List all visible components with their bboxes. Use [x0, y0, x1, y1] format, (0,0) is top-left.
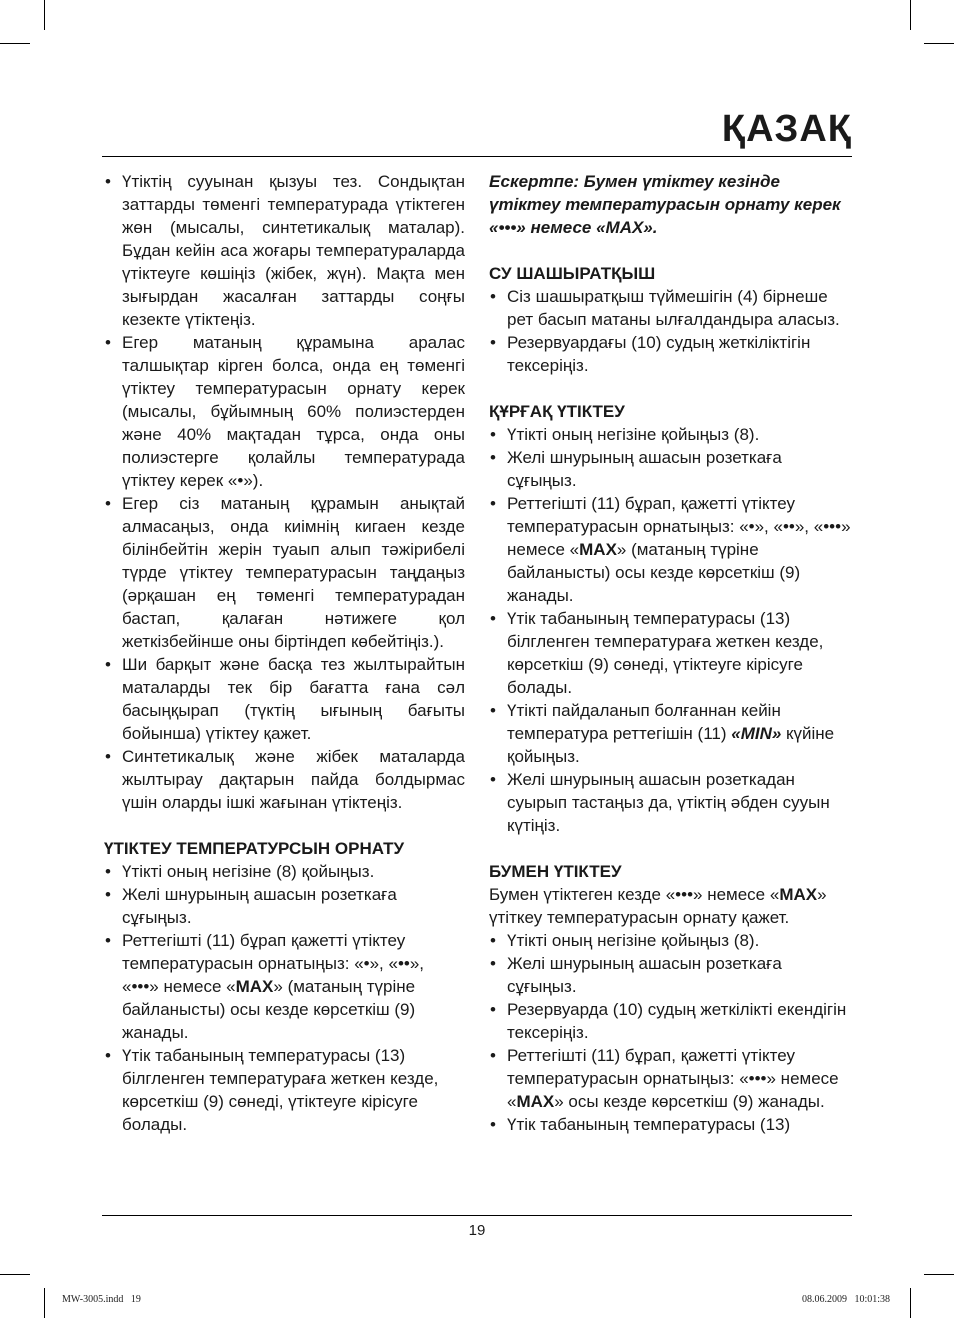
crop-mark-tl-h — [0, 43, 30, 44]
list-item: • Желі шнурының ашасын розеткадан суырып тастаңыз да, үтіктің әбден сууын күтіңіз. — [489, 768, 851, 837]
slug-filename: MW-3005.indd 19 — [62, 1294, 141, 1305]
list-item: • Үтікті оның негізіне қойыңыз (8). — [489, 929, 851, 952]
steam-intro — [489, 883, 851, 929]
list-item — [489, 492, 851, 607]
text-part: күйіне қойыңыз. — [507, 724, 835, 766]
list-item: • Үтік табанының температурасы (13) — [489, 1113, 851, 1136]
crop-mark-br-h — [924, 1274, 954, 1275]
page-number: 19 — [468, 1222, 486, 1239]
right-column — [489, 170, 851, 1136]
max-label: MAX — [516, 1092, 555, 1111]
list-item: • Үтікті оның негізіне қойыңыз (8). — [489, 423, 851, 446]
list-item: • Үтік табанының температурасы (13) білгленген температураға жеткен кезде, көрсеткіш (9) сөнеді, үтіктеуге кірісуге болады. — [489, 607, 851, 699]
list-item: • Үтік табанының температурасы (13) білгленген температураға жеткен кезде, көрсеткіш (9) сөнеді, үтіктеуге кірісуге болады. — [104, 1044, 465, 1136]
list-item: • Егер сіз матаның құрамын анықтай алмасаңыз, онда киімнің кигаен кезде білінбейтін жерін туаып алып тәжірибелі түрде үтіктеу температурасын таңдаңыз (әрқашан ең төменгі температурадан бастап, қалаған нәтижеге қол жеткізбейінше оны біртіндеп көбейтіңіз.). — [104, 492, 465, 653]
header-rule — [102, 156, 852, 157]
list-item: • Үтіктің сууынан қызуы тез. Сондықтан заттарды төменгі температурада үтіктеген жөн (мысалы, синтетикалық маталар). Бұдан кейін аса жоғары температураларда үтіктеуге көшіңіз (жібек, жүн). Мақта мен зығырдан жасалған заттарды соңғы кезекте үтіктеңіз. — [104, 170, 465, 331]
list-item: • Резервуардағы (10) судың жеткіліктігін тексеріңіз. — [489, 331, 851, 377]
text-part: Реттегішті (11) бұрап, қажетті үтіктеу температурасын орнатыңыз: «•», «••», «•••» немесе « — [507, 494, 851, 559]
max-label: MAX — [579, 540, 617, 559]
min-label: «MIN» — [731, 724, 782, 743]
list-item: • Ши барқыт және басқа тез жылтырайтын маталарды тек бір бағатта ғана сәл басыңқырап (түктің ығының бағыты бойынша) үтіктеу қажет. — [104, 653, 465, 745]
intro-bullet-list — [104, 170, 465, 814]
temperature-bullet-list — [104, 860, 465, 1136]
list-item: • Синтетикалық және жібек маталарда жылтырау дақтарын пайда болдырмас үшін оларды ішкі жағынан үтіктеңіз. — [104, 745, 465, 814]
steam-note: Ескертпе: Бумен үтіктеу кезінде үтіктеу температурасын орнату керек «•••» немесе «MAX». — [489, 172, 841, 237]
list-item — [104, 929, 465, 1044]
slug-timestamp: 08.06.2009 10:01:38 — [801, 1294, 890, 1305]
steam-ironing-bullet-list — [489, 929, 851, 1136]
text-part: » үтіткеу температурасын орнату қажет. — [489, 885, 827, 927]
footer-rule — [102, 1215, 852, 1216]
dry-ironing-bullet-list — [489, 423, 851, 837]
section-heading-dry-ironing: ҚҰРҒАҚ ҮТІКТЕУ — [489, 402, 625, 421]
crop-mark-bl-h — [0, 1274, 30, 1275]
list-item: • Желі шнурының ашасын розеткаға сұғыңыз. — [489, 446, 851, 492]
list-item: • Үтікті оның негізіне (8) қойыңыз. — [104, 860, 465, 883]
text-part: Реттегішті (11) бұрап, қажетті үтіктеу температурасын орнатыңыз: «•••» немесе « — [507, 1046, 839, 1111]
list-item: • Егер матаның құрамына аралас талшықтар кірген болса, онда ең төменгі үтіктеу температурасын орнату керек (мысалы, бұйымның 60% полиэстерден және 40% мақтадан тұрса, онда оны полиэстерге қолайлы температурада үтіктеу керек «•»). — [104, 331, 465, 492]
crop-mark-tl-v — [44, 0, 45, 30]
section-heading-temperature: ҮТІКТЕУ ТЕМПЕРАТУРСЫН ОРНАТУ — [104, 839, 405, 858]
crop-mark-tr-h — [924, 43, 954, 44]
crop-mark-bl-v — [44, 1288, 45, 1318]
crop-mark-tr-v — [910, 0, 911, 30]
list-item: • Сіз шашыратқыш түймешігін (4) бірнеше рет басып матаны ылғалдандыра аласыз. — [489, 285, 851, 331]
text-part: Бумен үтіктеген кезде «•••» немесе « — [489, 885, 780, 904]
text-part: » (матаның түріне байланысты) осы кезде көрсеткіш (9) жанады. — [507, 540, 801, 605]
page-title: ҚАЗАҚ — [721, 108, 852, 150]
list-item — [489, 1044, 851, 1113]
crop-mark-br-v — [910, 1288, 911, 1318]
text-part: » (матаның түріне байланысты) осы кезде көрсеткіш (9) жанады. — [122, 977, 416, 1042]
section-heading-sprayer: СУ ШАШЫРАТҚЫШ — [489, 264, 656, 283]
list-item — [489, 699, 851, 768]
list-item: • Желі шнурының ашасын розеткаға сұғыңыз. — [104, 883, 465, 929]
text-part: Үтікті пайдаланып болғаннан кейін температура реттегішін (11) — [507, 701, 781, 743]
text-part: Реттегішті (11) бұрап қажетті үтіктеу температурасын орнатыңыз: «•», «••», «•••» немесе « — [122, 931, 425, 996]
sprayer-bullet-list — [489, 285, 851, 377]
max-label: MAX — [779, 885, 818, 904]
list-item: • Резервуарда (10) судың жеткілікті екендігін тексеріңіз. — [489, 998, 851, 1044]
text-part: » осы кезде көрсеткіш (9) жанады. — [554, 1092, 825, 1111]
left-column — [104, 170, 465, 1136]
section-heading-steam-ironing: БУМЕН ҮТІКТЕУ — [489, 862, 622, 881]
max-label: MAX — [235, 977, 274, 996]
list-item: • Желі шнурының ашасын розеткаға сұғыңыз. — [489, 952, 851, 998]
